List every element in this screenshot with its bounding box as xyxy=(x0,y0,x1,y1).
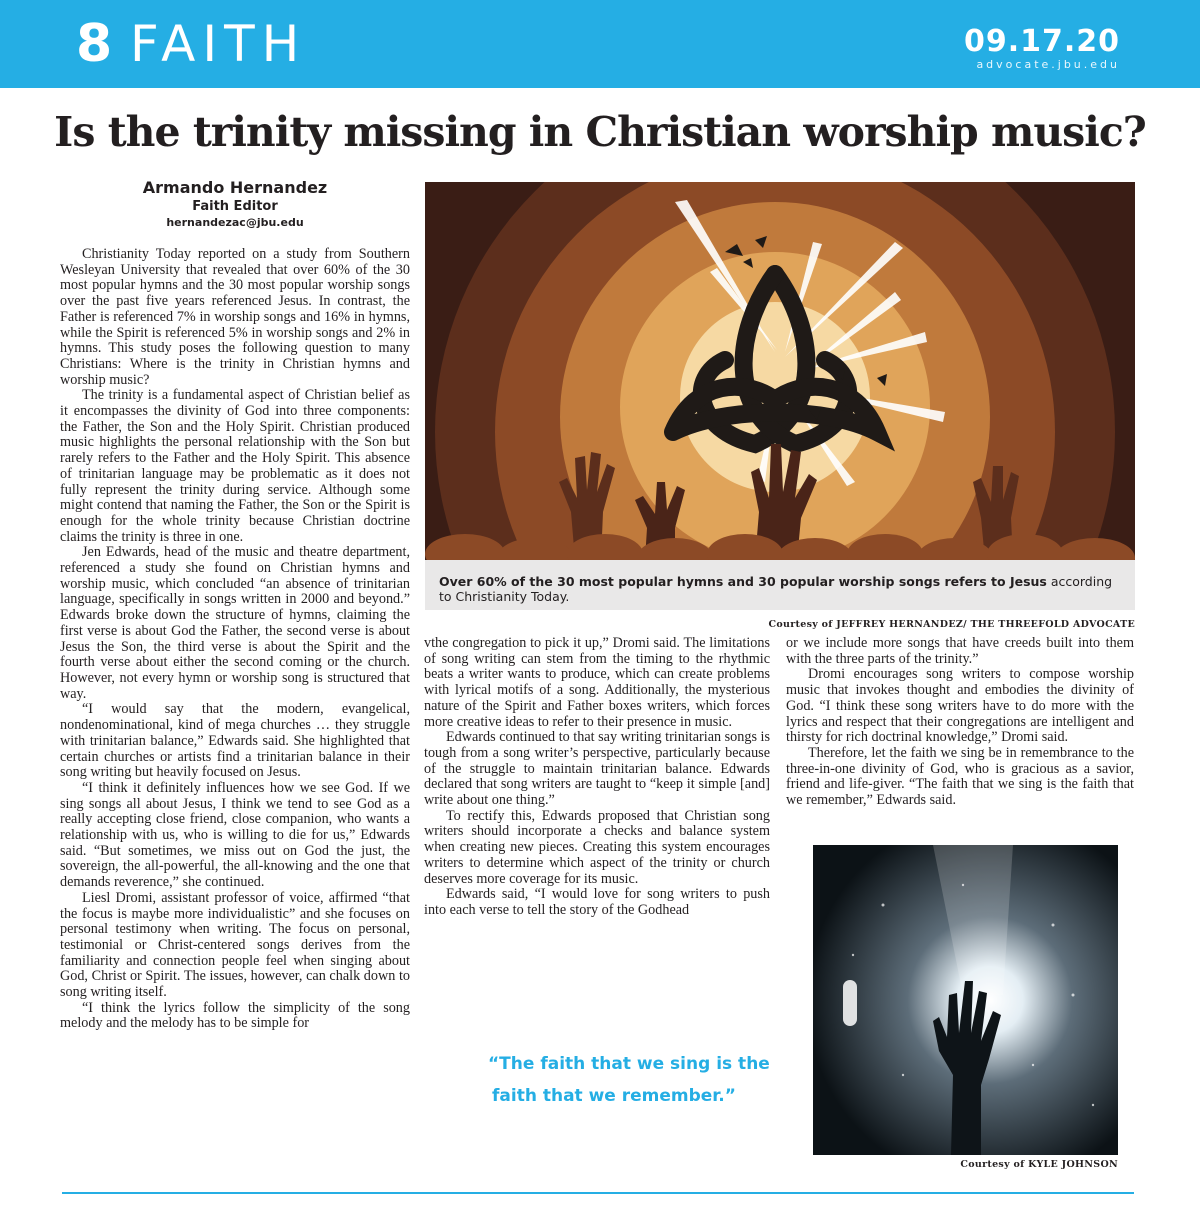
website-url: advocate.jbu.edu xyxy=(976,58,1120,71)
issue-date: 09.17.20 xyxy=(963,24,1120,59)
paragraph: “I would say that the modern, evangelical, nondenominational, kind of mega churches … they struggle with trinitarian balance,” Edwards said. She highlighted that certain churches or artists find a trinitarian balance in their song writing but heavily focused on Jesus. xyxy=(60,701,410,781)
byline xyxy=(60,178,410,231)
caption-rest: according to Christianity Today. xyxy=(439,574,1113,604)
paragraph: “I think it definitely influences how we see God. If we sing songs all about Jesus, I think we tend to see God as a really accepting close friend, close companion, who wants a relationship with us, who is willing to die for us,” Edwards said. “But sometimes, we miss out on God the just, the sovereign, the all-powerful, the all-knowing and the one that demands reverence,” she continued. xyxy=(60,779,410,891)
section-name: FAITH xyxy=(130,15,307,73)
page-number: 8 xyxy=(76,14,113,74)
image-caption xyxy=(425,560,1135,610)
article-column-3 xyxy=(786,636,1134,809)
footer-rule xyxy=(62,1192,1134,1194)
paragraph: “I think the lyrics follow the simplicity of the song melody and the melody has to be simple for xyxy=(60,999,410,1032)
caption-bold: Over 60% of the 30 most popular hymns and 30 popular worship songs refers to Jesus xyxy=(439,574,1047,589)
author-name: Armando Hernandez xyxy=(142,178,328,197)
pull-quote-line-2: faith that we remember.” xyxy=(492,1086,736,1106)
author-role: Faith Editor xyxy=(192,199,278,214)
paragraph: Therefore, let the faith we sing be in remembrance to the three-in-one divinity of God, who is gracious as a savior, friend and life-giver. “The faith that we sing is the faith that we remember,” Edwards said. xyxy=(786,744,1134,809)
paragraph: vthe congregation to pick it up,” Dromi said. The limitations of song writing can stem from the timing to the rhythmic beats a writer wants to produce, which can create problems with lyrical motifs of a song. Additionally, the mysterious nature of the Spirit and Father boxes writers, which forces more creative ideas to refer to their presence in music. xyxy=(424,635,770,730)
paragraph: Edwards continued to that say writing trinitarian songs is tough from a song writer’s perspective, particularly because of the struggle to maintain trinitarian balance. Edwards declared that song writers are taught to “keep it simple [and] write about one thing.” xyxy=(424,729,770,809)
paragraph: To rectify this, Edwards proposed that Christian song writers should incorporate a checks and balance system when creating new pieces. Creating this system encourages writers to determine which aspect of the trinity or church deserves more coverage for its music. xyxy=(424,807,770,887)
article-column-2 xyxy=(424,636,770,919)
paragraph: Dromi encourages song writers to compose worship music that invokes thought and embodies the divinity of God. “I think these song writers have to do more with the lyrics and respect that their congregations are intelligent and thirsty for rich doctrinal knowledge,” Dromi said. xyxy=(786,666,1134,746)
paragraph: The trinity is a fundamental aspect of Christian belief as it encompasses the divinity of God into three components: the Father, the Son and the Holy Spirit. Christian produced music highlights the personal relationship with the Son but rarely refers to the Father and the Holy Spirit. This absence of trinitarian language may be problematic as it does not fully represent the trinity during service. Although some might contend that naming the Father, the Son or the Spirit is enough for the whole trinity because Christian doctrine claims the trinity is three in one. xyxy=(60,387,410,545)
pull-quote xyxy=(440,1048,780,1112)
photo-credit: Courtesy of KYLE JOHNSON xyxy=(960,1159,1118,1170)
paragraph: Jen Edwards, head of the music and theatre department, referenced a study she found on Christian hymns and worship music, which concluded “an absence of trinitarian language, specifically in songs written in 2000 and beyond.” Edwards broke down the structure of hymns, claiming the first verse is about God the Father, the second verse is about Jesus the Son, the third verse is about the Spirit and the fourth verse about either the second coming or the church. However, not every hymn or worship song is structured that way. xyxy=(60,544,410,702)
raised-hand-photo xyxy=(813,845,1118,1155)
section-banner xyxy=(0,0,1200,88)
paragraph: Christianity Today reported on a study from Southern Wesleyan University that revealed that over 60% of the 30 most popular hymns and the 30 most popular worship songs over the past five years referenced Jesus. In contrast, the Father is referenced 7% in worship songs and 16% in hymns, while the Spirit is referenced 5% in worship songs and 2% in hymns. This study poses the following question to many Christians: Where is the trinity in Christian hymns and worship music? xyxy=(60,246,410,388)
paragraph: Edwards said, “I would love for song writers to push into each verse to tell the story of the Godhead xyxy=(424,886,770,918)
article-headline: Is the trinity missing in Christian worship music? xyxy=(54,108,1146,156)
trinity-illustration xyxy=(425,182,1135,560)
illustration-credit: Courtesy of JEFFREY HERNANDEZ/ THE THREEFOLD ADVOCATE xyxy=(768,619,1135,630)
article-column-1 xyxy=(60,247,410,1032)
author-email: hernandezac@jbu.edu xyxy=(166,216,304,229)
paragraph: or we include more songs that have creeds built into them with the three parts of the trinity.” xyxy=(786,635,1134,667)
paragraph: Liesl Dromi, assistant professor of voice, affirmed “that the focus is maybe more individualistic” and she focuses on personal testimony when writing. The focus on personal, testimonial or Christ-centered songs derives from the familiarity and connection people feel when singing about God, Christ or Spirit. The issues, however, can chalk down to song writing itself. xyxy=(60,889,410,1001)
pull-quote-line-1: “The faith that we sing is the xyxy=(488,1054,770,1074)
